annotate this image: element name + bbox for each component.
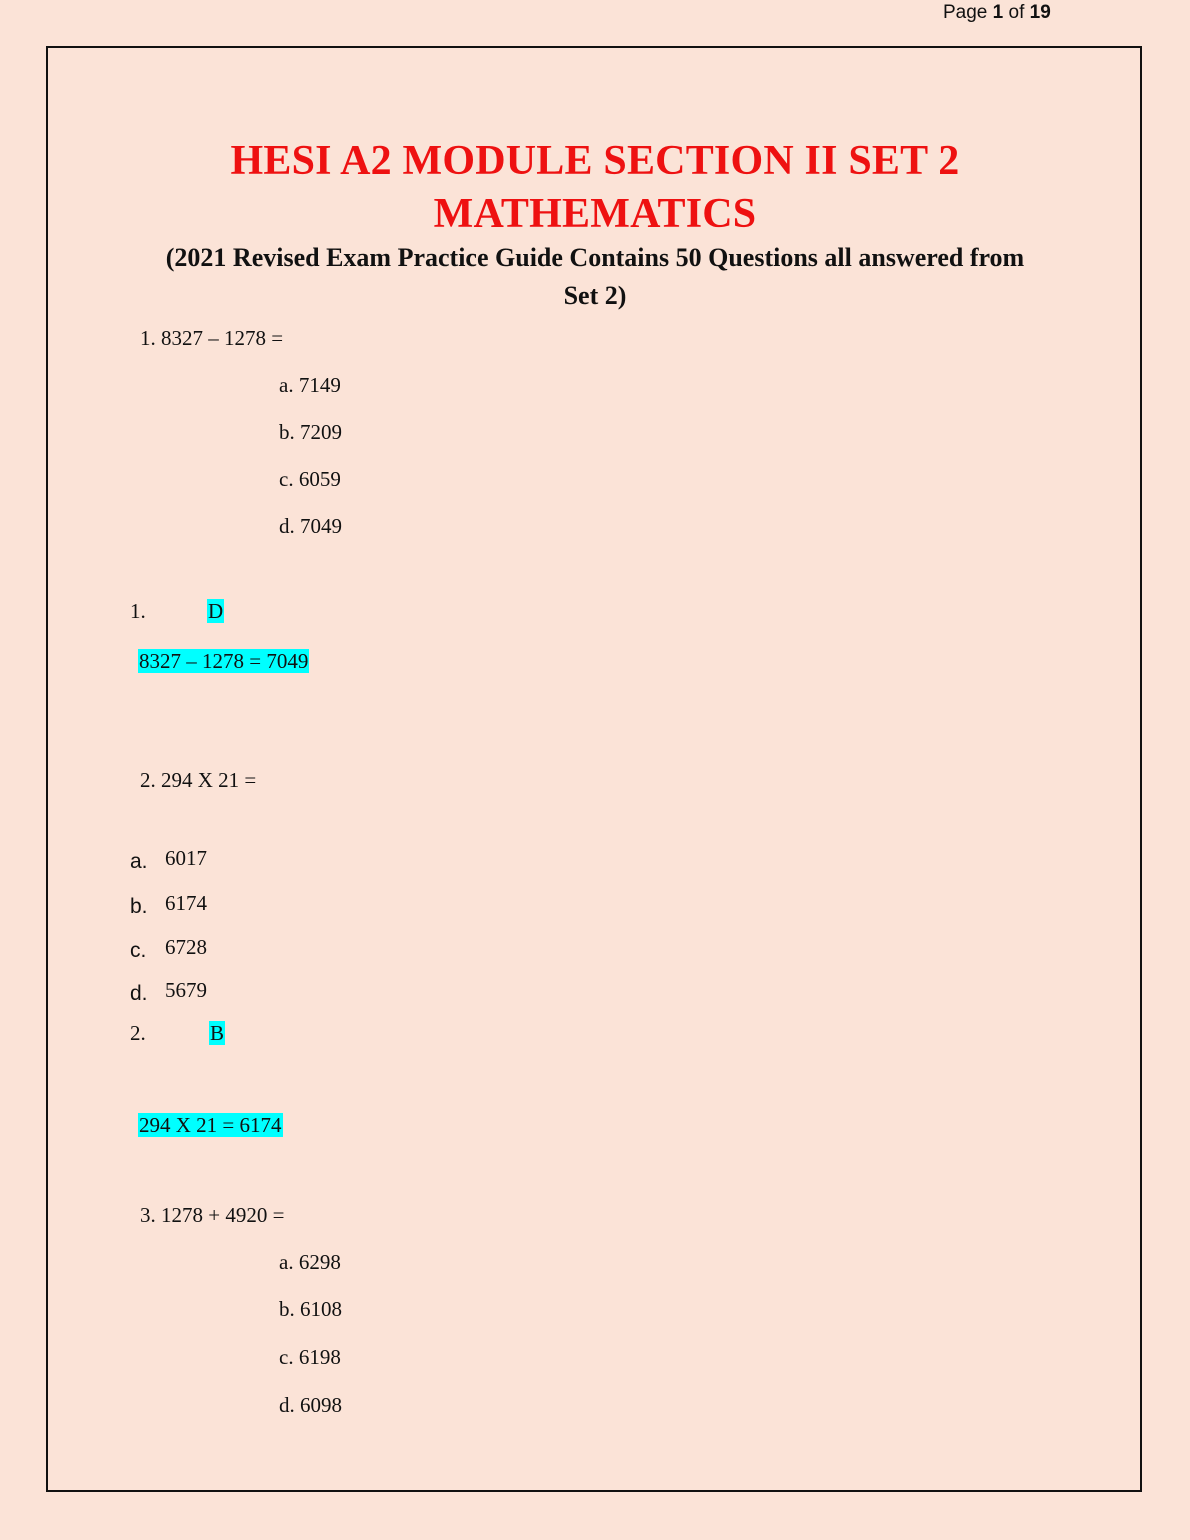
document-subtitle-line-1: (2021 Revised Exam Practice Guide Contains 50 Questions all answered from <box>165 243 1025 272</box>
document-subtitle-line-2: Set 2) <box>563 281 627 310</box>
q3-option-d: d. 6098 <box>279 1393 342 1417</box>
q3-option-a: a. 6298 <box>279 1250 341 1274</box>
q2-option-c-value: 6728 <box>165 935 207 959</box>
q1-option-b: b. 7209 <box>279 420 342 444</box>
question-2: 2. 294 X 21 = <box>140 768 257 792</box>
q1-option-c: c. 6059 <box>279 467 341 491</box>
page-current: 1 <box>992 2 1004 23</box>
q2-option-b-letter: b. <box>130 895 148 918</box>
q1-answer-number: 1. <box>130 599 146 623</box>
page-prefix: Page <box>943 2 988 23</box>
q2-option-a-value: 6017 <box>165 846 207 870</box>
question-1: 1. 8327 – 1278 = <box>140 326 284 350</box>
question-3: 3. 1278 + 4920 = <box>140 1203 285 1227</box>
q2-option-a-letter: a. <box>130 850 148 873</box>
q2-explanation: 294 X 21 = 6174 <box>139 1113 282 1137</box>
q1-option-a: a. 7149 <box>279 373 341 397</box>
q2-option-d-value: 5679 <box>165 978 207 1002</box>
q2-option-d-letter: d. <box>130 982 148 1005</box>
q2-option-b-value: 6174 <box>165 891 207 915</box>
page-total: 19 <box>1029 2 1051 23</box>
page-number <box>943 2 1051 24</box>
q3-option-c: c. 6198 <box>279 1345 341 1369</box>
q2-answer-letter: B <box>210 1021 225 1045</box>
q1-answer-letter: D <box>208 599 224 623</box>
q2-option-c-letter: c. <box>130 939 147 962</box>
document-title-line-2: MATHEMATICS <box>433 191 757 237</box>
q1-option-d: d. 7049 <box>279 514 342 538</box>
q2-answer-number: 2. <box>130 1021 146 1045</box>
q3-option-b: b. 6108 <box>279 1297 342 1321</box>
q1-explanation: 8327 – 1278 = 7049 <box>139 649 309 673</box>
page-of: of <box>1008 2 1025 23</box>
document-title-line-1: HESI A2 MODULE SECTION II SET 2 <box>230 138 960 184</box>
